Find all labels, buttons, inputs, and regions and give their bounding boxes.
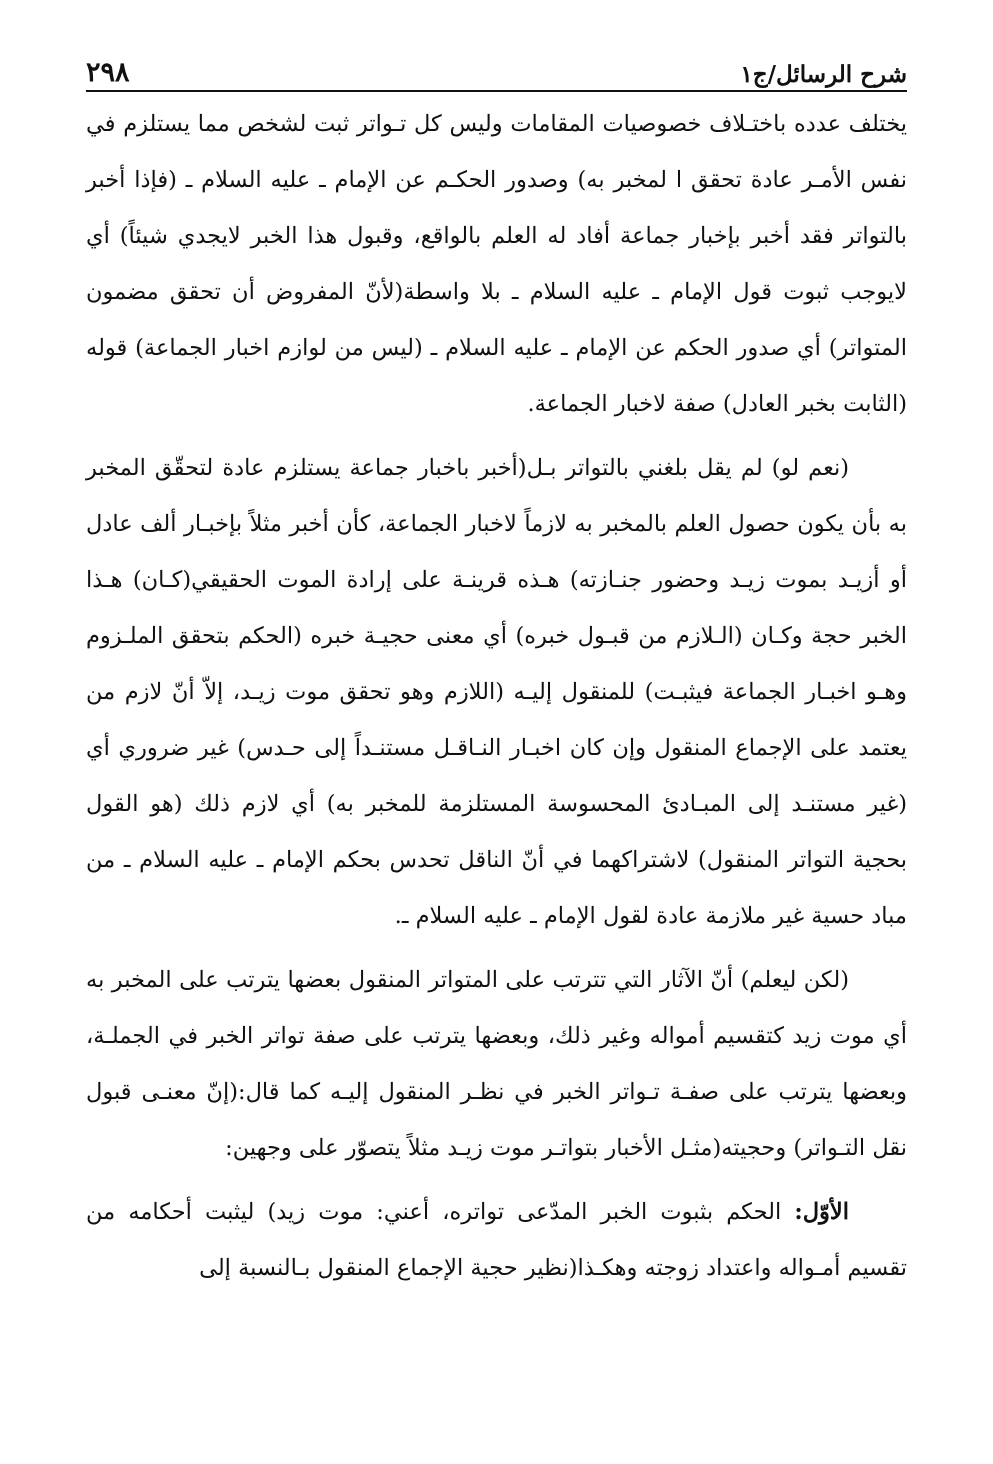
running-title: شرح الرسائل/ج١	[740, 61, 907, 88]
body-text	[86, 96, 907, 1296]
paragraph	[86, 440, 907, 944]
page-number: ٢٩٨	[86, 57, 130, 88]
paragraph-text: (لكن ليعلم) أنّ الآثار التي تترتب على المتواتر المنقول بعضها يترتب على المخبر به أي موت زيد كتقسيم أمواله وغير ذلك، وبعضها يترتب على صفة تواتر الخبر في الجملـة، وبعضها يترتب على صفـة تـواتر الخبر في نظـر المنقول إليـه كما قال:(إنّ معنـى قبول نقل التـواتر) وحجيته(مثـل الأخبار بتواتـر موت زيـد مثلاً يتصوّر على وجهين:	[86, 967, 907, 1161]
paragraph	[86, 952, 907, 1176]
page-header	[86, 42, 907, 92]
paragraph-lead: الأوّل:	[794, 1199, 849, 1225]
paragraph-text: (نعم لو) لم يقل بلغني بالتواتر بـل(أخبر باخبار جماعة يستلزم عادة لتحقّق المخبر به بأن يكون حصول العلم بالمخبر به لازماً لاخبار الجماعة، كأن أخبر مثلاً بإخبـار ألف عادل أو أزيـد بموت زيـد وحضور جنـازته) هـذه قرينـة على إرادة الموت الحقيقي(كـان) هـذا الخبر حجة وكـان (الـلازم من قبـول خبره) أي معنى حجيـة خبره (الحكم بتحقق الملـزوم وهـو اخبـار الجماعة فيثبـت) للمنقول إليـه (اللازم وهو تحقق موت زيـد، إلاّ أنّ لازم من يعتمد على الإجماع المنقول وإن كان اخبـار النـاقـل مستنـداً إلى حـدس) غير ضروري أي (غير مستنـد إلى المبـادئ المحسوسة المستلزمة للمخبر به) أي لازم ذلك (هو القول بحجية التواتر المنقول) لاشتراكهما في أنّ الناقل تحدس بحكم الإمام ـ عليه السلام ـ من مباد حسية غير ملازمة عادة لقول الإمام ـ عليه السلام ـ.	[86, 455, 907, 929]
paragraph-text: يختلف عدده باختـلاف خصوصيات المقامات وليس كل تـواتر ثبت لشخص مما يستلزم في نفس الأمـر عادة تحقق ا لمخبر به) وصدور الحكـم عن الإمام ـ عليه السلام ـ (فإذا أخبر بالتواتر فقد أخبر بإخبار جماعة أفاد له العلم بالواقع، وقبول هذا الخبر لايجدي شيئاً) أي لايوجب ثبوت قول الإمام ـ عليه السلام ـ بلا واسطة(لأنّ المفروض أن تحقق مضمون المتواتر) أي صدور الحكم عن الإمام ـ عليه السلام ـ (ليس من لوازم اخبار الجماعة) قوله (الثابت بخبر العادل) صفة لاخبار الجماعة.	[86, 111, 907, 417]
paragraph	[86, 96, 907, 432]
paragraph	[86, 1184, 907, 1296]
paragraph-text: الحكم بثبوت الخبر المدّعى تواتره، أعني: موت زيد) ليثبت أحكامه من تقسيم أمـواله واعتداد زوجته وهكـذا(نظير حجية الإجماع المنقول بـالنسبة إلى	[86, 1199, 907, 1281]
